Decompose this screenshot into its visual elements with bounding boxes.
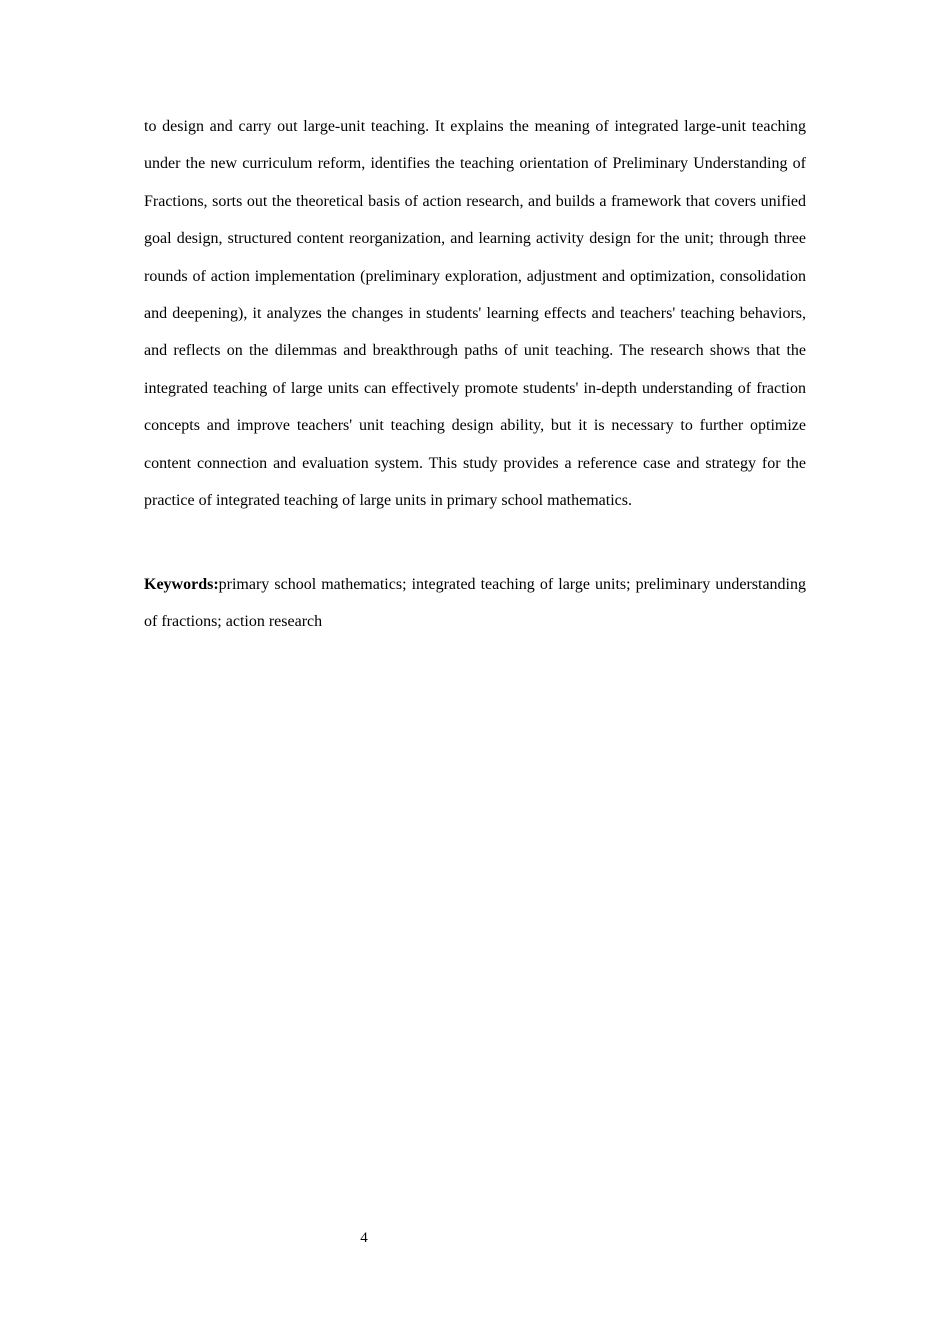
page-number: 4 — [360, 1230, 368, 1246]
keywords-paragraph — [144, 566, 806, 641]
keywords-label: Keywords: — [144, 576, 219, 593]
keywords-list: primary school mathematics; integrated teaching of large units; preliminary understanding of fractions; action research — [144, 576, 806, 631]
abstract-paragraph: to design and carry out large-unit teaching. It explains the meaning of integrated large-unit teaching under the new curriculum reform, identifies the teaching orientation of Preliminary Understanding of Fractions, sorts out the theoretical basis of action research, and builds a framework that covers unified goal design, structured content reorganization, and learning activity design for the unit; through three rounds of action implementation (preliminary exploration, adjustment and optimization, consolidation and deepening), it analyzes the changes in students' learning effects and teachers' teaching behaviors, and reflects on the dilemmas and breakthrough paths of unit teaching. The research shows that the integrated teaching of large units can effectively promote students' in-depth understanding of fraction concepts and improve teachers' unit teaching design ability, but it is necessary to further optimize content connection and evaluation system. This study provides a reference case and strategy for the practice of integrated teaching of large units in primary school mathematics. — [144, 118, 806, 510]
